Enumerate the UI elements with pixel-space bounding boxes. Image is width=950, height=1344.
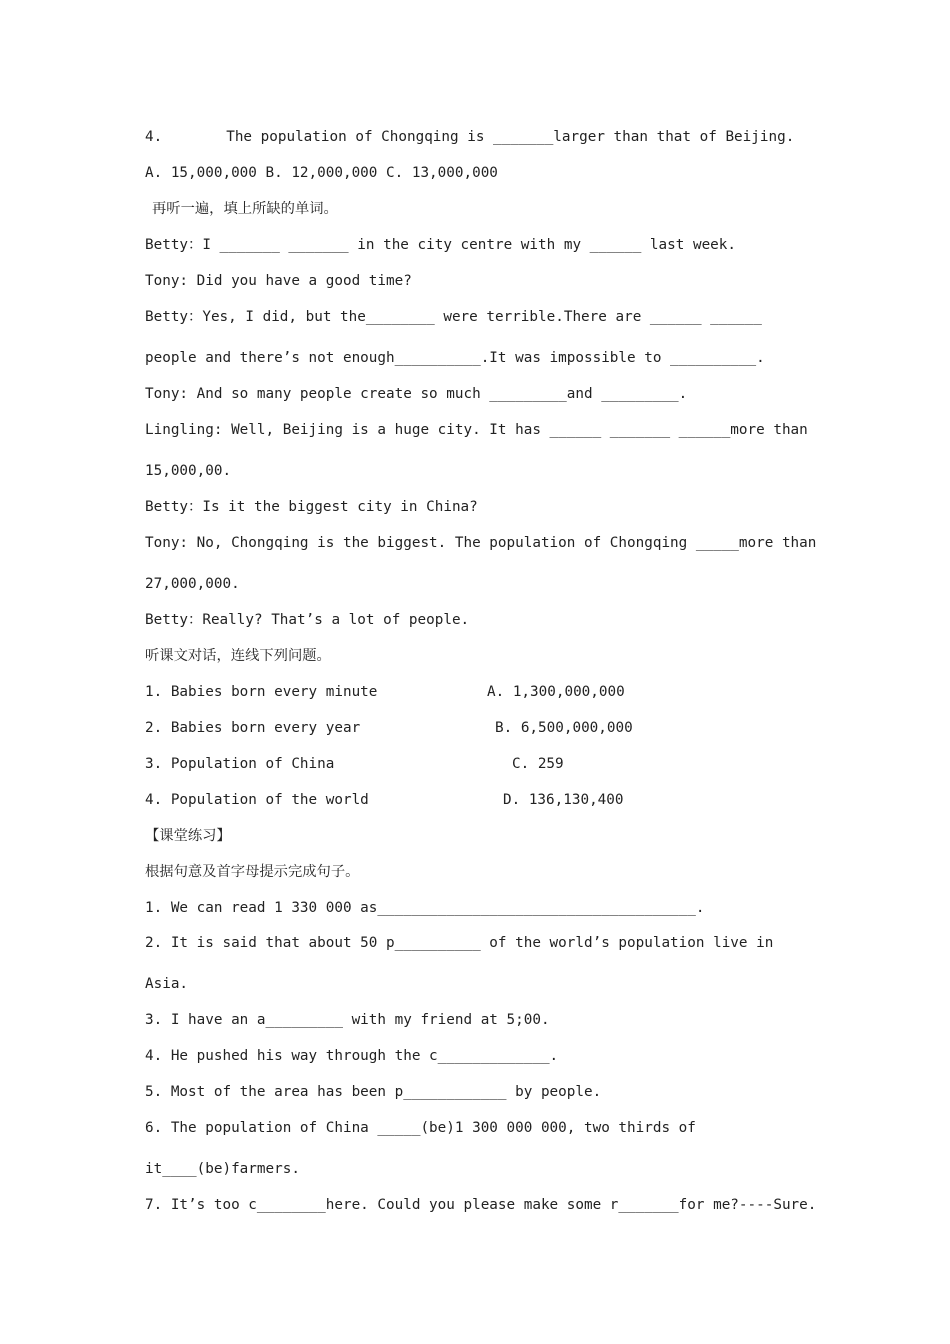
match-left: 4. Population of the world: [145, 792, 369, 808]
question-4: [145, 127, 807, 147]
match-row: [145, 790, 807, 810]
practice-item: 3. I have an a_________ with my friend at 5;00.: [145, 1012, 550, 1028]
match-left: 1. Babies born every minute: [145, 684, 378, 700]
dialogue-line: Tony: And so many people create so much _________and _________.: [145, 386, 688, 402]
match-right: D. 136,130,400: [503, 792, 624, 808]
dialogue-line: Tony: Did you have a good time?: [145, 273, 412, 289]
practice-item: 7. It’s too c________here. Could you please make some r_______for me?----Sure.: [145, 1197, 817, 1213]
question-text: The population of Chongqing is _______larger than that of Beijing.: [226, 129, 795, 145]
dialogue-line: Betty：I _______ _______ in the city centre with my ______ last week.: [145, 237, 736, 253]
match-row: [145, 718, 807, 738]
dialogue-line: people and there’s not enough__________.It was impossible to __________.: [145, 350, 765, 366]
section-heading-listen-again: 再听一遍，填上所缺的单词。: [152, 201, 338, 217]
question-4-options: A. 15,000,000 B. 12,000,000 C. 13,000,000: [145, 165, 498, 181]
dialogue-line: Tony: No, Chongqing is the biggest. The population of Chongqing _____more than: [145, 535, 817, 551]
dialogue-line: 15,000,00.: [145, 463, 232, 479]
section-heading-practice: 【课堂练习】: [145, 828, 231, 844]
practice-item: 5. Most of the area has been p____________ by people.: [145, 1084, 602, 1100]
practice-item: it____(be)farmers.: [145, 1161, 300, 1177]
practice-item: 2. It is said that about 50 p__________ of the world’s population live in: [145, 935, 774, 951]
question-number: 4.: [145, 129, 163, 145]
dialogue-line: Betty：Really? That’s a lot of people.: [145, 612, 470, 628]
dialogue-line: Betty：Yes, I did, but the________ were terrible.There are ______ ______: [145, 309, 762, 325]
practice-item: 1. We can read 1 330 000 as_____________________________________.: [145, 900, 705, 916]
dialogue-line: Betty：Is it the biggest city in China?: [145, 499, 478, 515]
dialogue-line: Lingling: Well, Beijing is a huge city. It has ______ _______ ______more than: [145, 422, 808, 438]
section-instruction-practice: 根据句意及首字母提示完成句子。: [145, 864, 360, 880]
match-right: A. 1,300,000,000: [487, 684, 625, 700]
section-heading-match: 听课文对话，连线下列问题。: [145, 648, 331, 664]
practice-item: 4. He pushed his way through the c_____________.: [145, 1048, 559, 1064]
match-right: C. 259: [512, 756, 564, 772]
match-row: [145, 754, 807, 774]
match-row: [145, 682, 807, 702]
dialogue-line: 27,000,000.: [145, 576, 240, 592]
practice-item: Asia.: [145, 976, 189, 992]
practice-item: 6. The population of China _____(be)1 300 000 000, two thirds of: [145, 1120, 696, 1136]
match-left: 3. Population of China: [145, 756, 335, 772]
match-left: 2. Babies born every year: [145, 720, 361, 736]
match-right: B. 6,500,000,000: [495, 720, 633, 736]
